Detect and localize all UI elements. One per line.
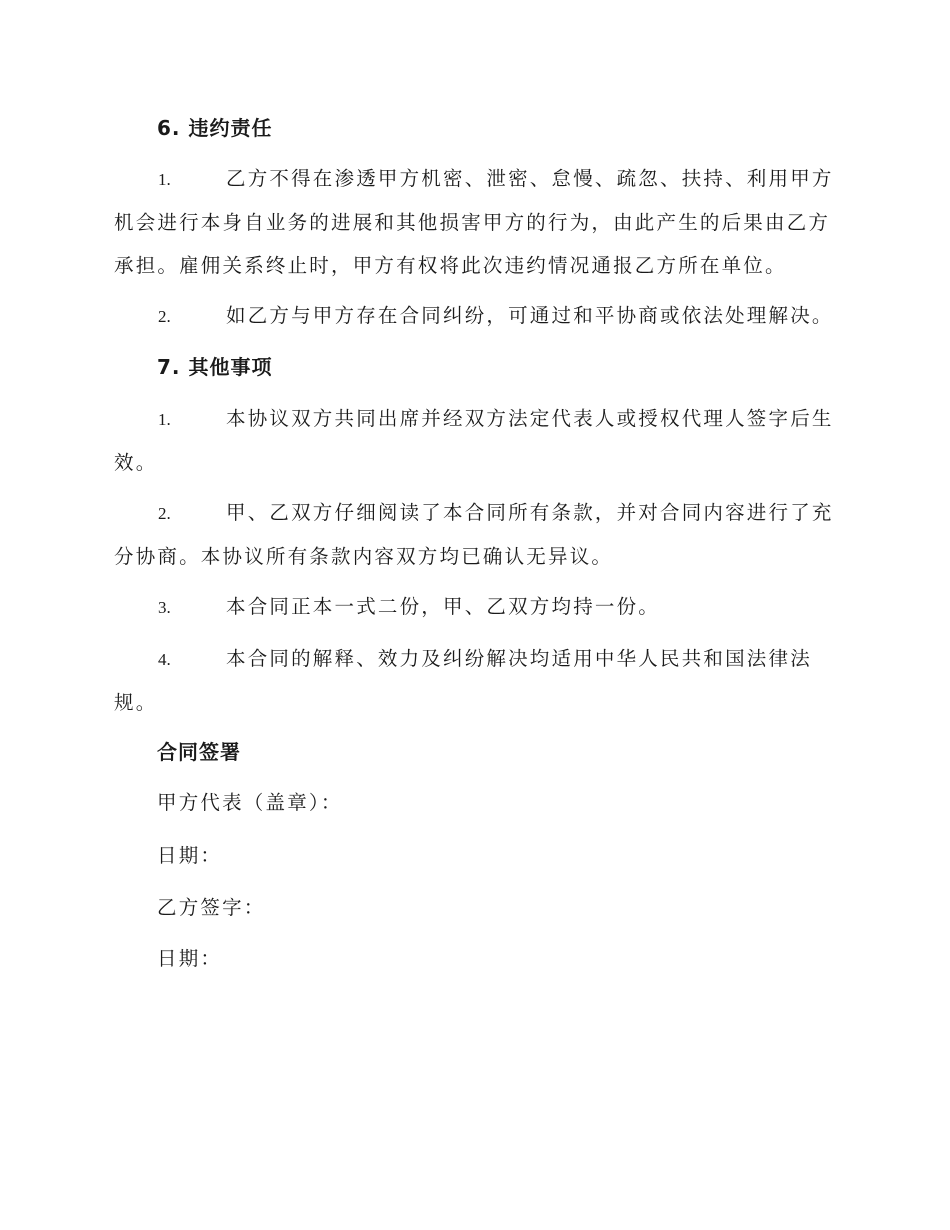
party-a-date-line: 日期： [157,844,223,867]
section-7-heading: 7. 其他事项 [157,355,273,379]
section-6-heading: 6. 违约责任 [157,116,273,140]
item-number: 2. [158,307,171,326]
section-7-item-2 [114,491,834,578]
item-number: 2. [158,504,171,523]
party-a-signature-line: 甲方代表（盖章）： [157,791,343,814]
party-b-date-line: 日期： [157,947,223,970]
item-number: 4. [158,650,171,669]
item-number: 1. [158,170,171,189]
section-6-item-2 [114,294,834,338]
item-text: 乙方不得在渗透甲方机密、泄密、怠慢、疏忽、扶持、利用甲方机会进行本身自业务的进展和其他损害甲方的行为，由此产生的后果由乙方承担。雇佣关系终止时，甲方有权将此次违约情况通报乙方所在单位。 [114,167,834,277]
item-text: 本合同的解释、效力及纠纷解决均适用中华人民共和国法律法规。 [114,647,812,714]
section-7-item-4 [114,637,834,724]
item-number: 1. [158,410,171,429]
party-b-signature-line: 乙方签字： [157,896,266,919]
item-text: 本协议双方共同出席并经双方法定代表人或授权代理人签字后生效。 [114,407,834,474]
item-text: 甲、乙双方仔细阅读了本合同所有条款，并对合同内容进行了充分协商。本协议所有条款内容双方均已确认无异议。 [114,501,834,568]
item-text: 如乙方与甲方存在合同纠纷，可通过和平协商或依法处理解决。 [226,304,834,327]
section-7-item-3 [114,585,834,629]
item-number: 3. [158,598,171,617]
section-6-item-1 [114,157,834,287]
item-text: 本合同正本一式二份，甲、乙双方均持一份。 [226,595,661,618]
section-7-item-1 [114,397,834,484]
signature-heading: 合同签署 [157,740,241,764]
